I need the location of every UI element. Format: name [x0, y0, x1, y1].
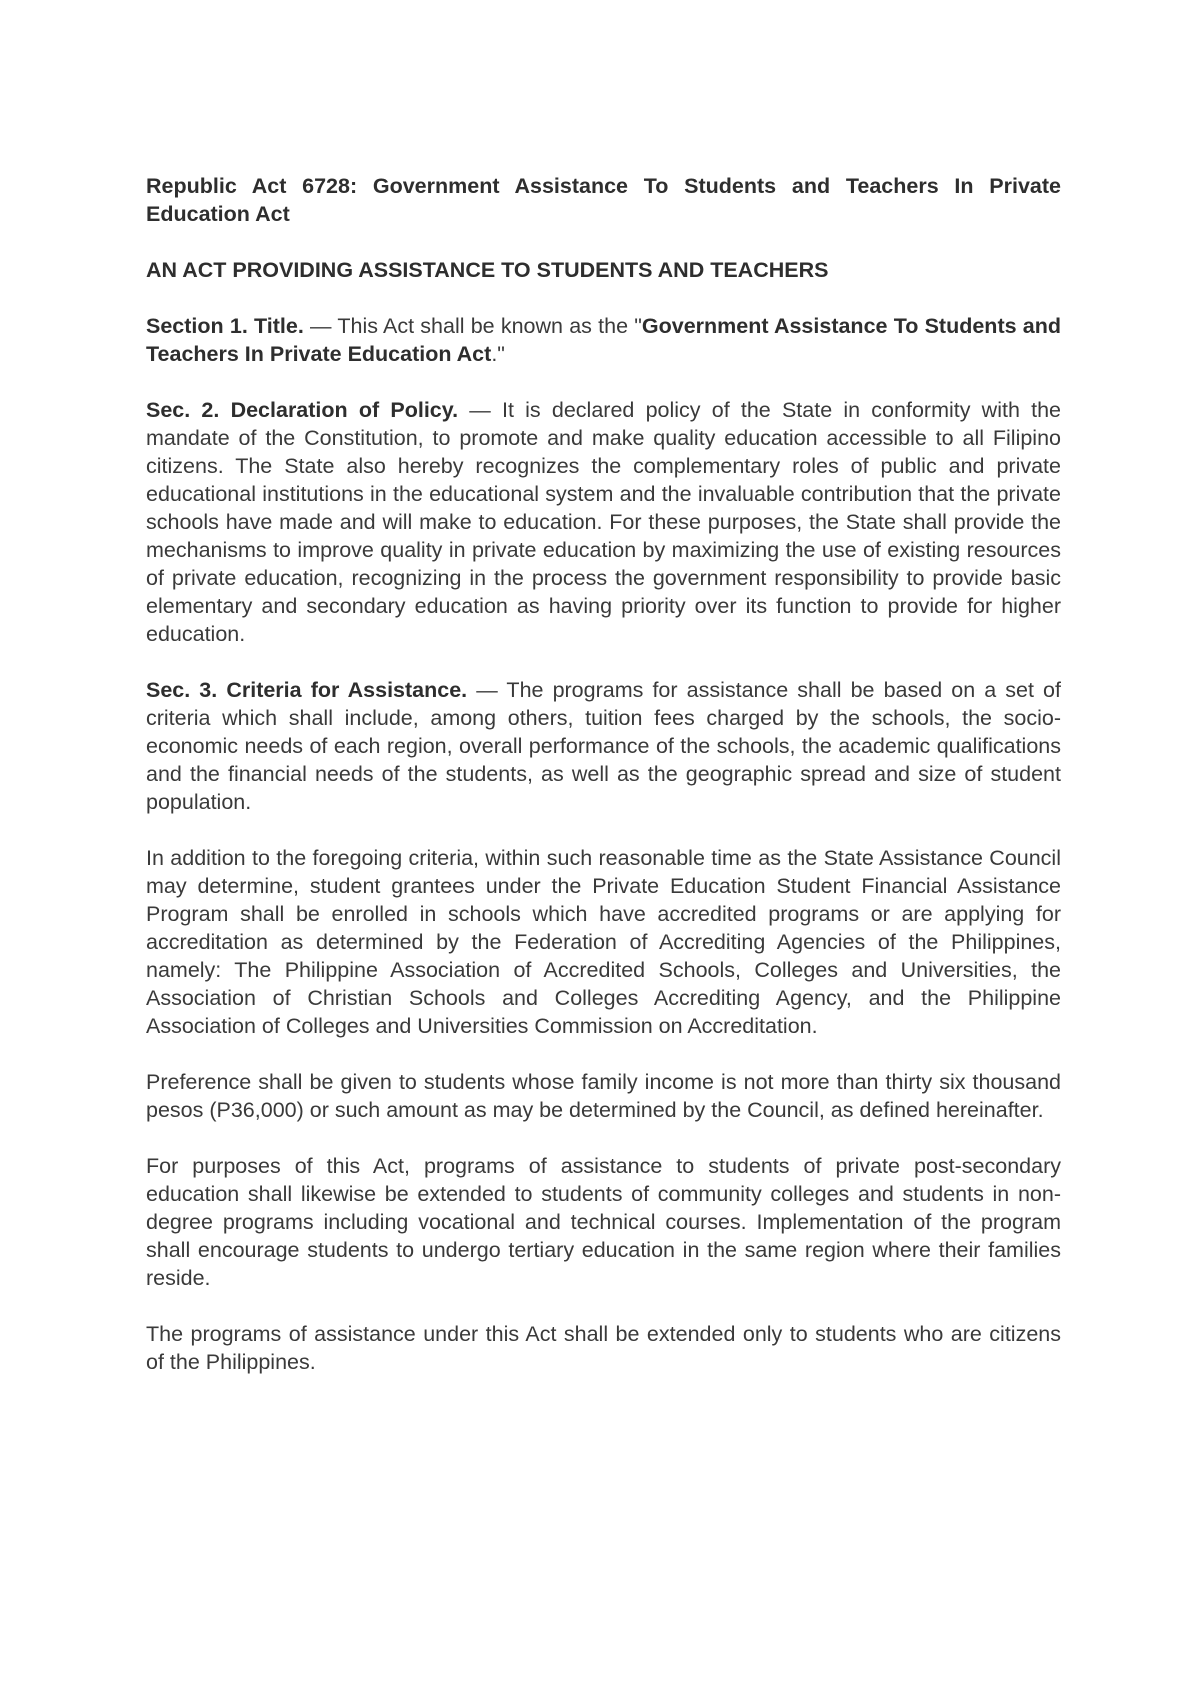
document-body: [146, 172, 1061, 1404]
section-1-act-name: Government Assistance To Students and Teachers In Private Education Act: [146, 314, 1062, 366]
section-1-heading: Section 1. Title.: [146, 314, 304, 338]
section-1-text-end: .": [491, 342, 505, 366]
document-title: Republic Act 6728: Government Assistance To Students and Teachers In Private Education Act: [146, 174, 1061, 226]
paragraph-accreditation: In addition to the foregoing criteria, within such reasonable time as the State Assistance Council may determine, student grantees under the Private Education Student Financial Assistance Program shall be enrolled in schools which have accredited programs or are applying for accreditation as determined by the Federation of Accrediting Agencies of the Philippines, namely: The Philippine Association of Accredited Schools, Colleges and Universities, the Association of Christian Schools and Colleges Accrediting Agency, and the Philippine Association of Colleges and Universities Commission on Accreditation.: [146, 846, 1061, 1038]
paragraph-citizenship: The programs of assistance under this Act shall be extended only to students who are citizens of the Philippines.: [146, 1322, 1061, 1374]
paragraph-post-secondary: For purposes of this Act, programs of assistance to students of private post-secondary education shall likewise be extended to students of community colleges and students in non-degree programs including vocational and technical courses. Implementation of the program shall encourage students to undergo tertiary education in the same region where their families reside.: [146, 1154, 1061, 1290]
document-subtitle: AN ACT PROVIDING ASSISTANCE TO STUDENTS AND TEACHERS: [146, 258, 829, 282]
section-2: [146, 396, 1061, 648]
paragraph-preference: Preference shall be given to students whose family income is not more than thirty six thousand pesos (P36,000) or such amount as may be determined by the Council, as defined hereinafter.: [146, 1070, 1061, 1122]
section-3: [146, 676, 1061, 816]
section-1: [146, 312, 1061, 368]
section-1-text: — This Act shall be known as the ": [303, 314, 642, 338]
section-2-text: — It is declared policy of the State in conformity with the mandate of the Constitution, to promote and make quality education accessible to all Filipino citizens. The State also hereby recognizes the complementary roles of public and private educational institutions in the educational system and the invaluable contribution that the private schools have made and will make to education. For these purposes, the State shall provide the mechanisms to improve quality in private education by maximizing the use of existing resources of private education, recognizing in the process the government responsibility to provide basic elementary and secondary education as having priority over its function to provide for higher education.: [146, 398, 1062, 646]
section-3-heading: Sec. 3. Criteria for Assistance.: [146, 678, 468, 702]
section-2-heading: Sec. 2. Declaration of Policy.: [146, 398, 459, 422]
section-3-text: — The programs for assistance shall be based on a set of criteria which shall include, among others, tuition fees charged by the schools, the socio-economic needs of each region, overall performance of the schools, the academic qualifications and the financial needs of the students, as well as the geographic spread and size of student population.: [146, 678, 1061, 814]
